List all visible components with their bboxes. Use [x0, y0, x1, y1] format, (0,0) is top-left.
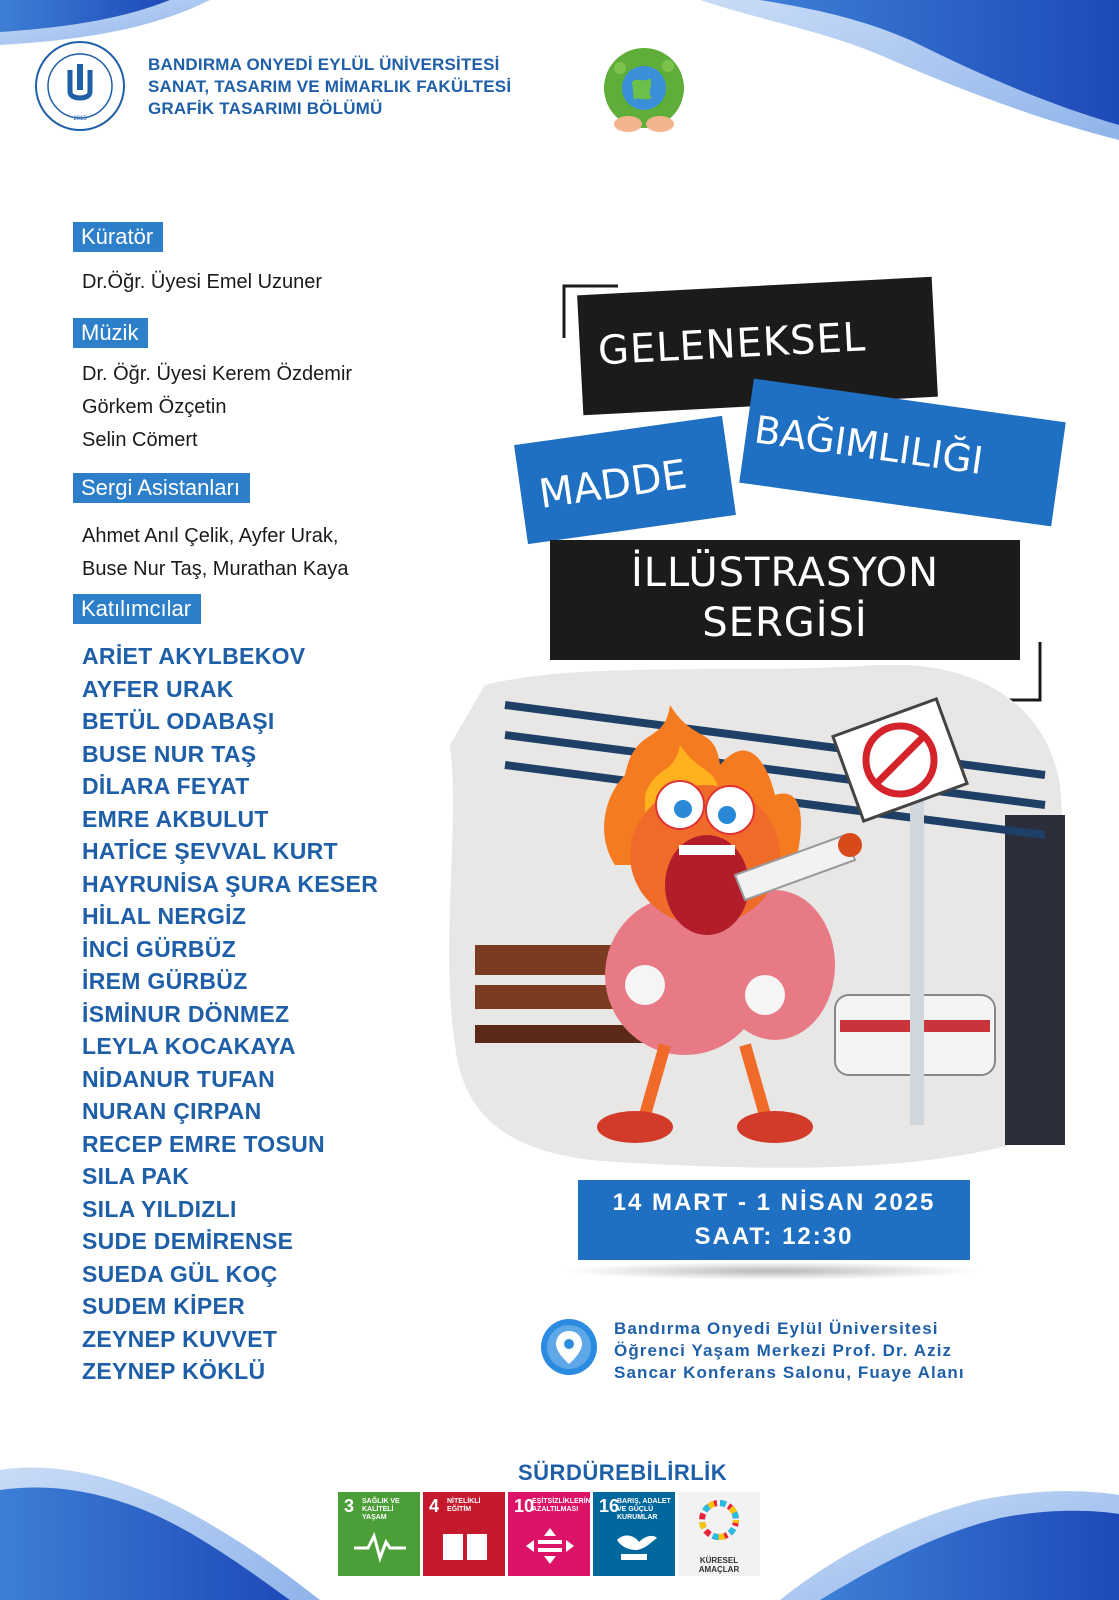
venue-address: [614, 1318, 965, 1384]
participant: ZEYNEP KÖKLÜ: [82, 1358, 266, 1384]
title-bagimliligi: BAĞIMLILIĞI: [751, 407, 986, 484]
curator-label: Küratör: [73, 222, 163, 252]
sdg-number: 4: [429, 1496, 440, 1516]
title-plate-madde: [514, 416, 736, 544]
sdg-tile-4: [423, 1492, 505, 1576]
participant: SILA PAK: [82, 1163, 190, 1189]
participant: BUSE NUR TAŞ: [82, 740, 257, 767]
location-pin-icon: [540, 1318, 598, 1376]
assistants-list: [82, 520, 348, 586]
participant: LEYLA KOCAKAYA: [82, 1033, 296, 1059]
music-list: [82, 358, 352, 457]
illustration-artwork: [445, 665, 1065, 1175]
sdg-tile-global-goals: [678, 1492, 760, 1576]
sdg-label: BARIŞ, ADALET VE GÜÇLÜ KURUMLAR: [617, 1498, 671, 1521]
sdg-tile-16: [593, 1492, 675, 1576]
title-madde: MADDE: [536, 451, 690, 518]
venue-line: Öğrenci Yaşam Merkezi Prof. Dr. Aziz: [614, 1341, 953, 1360]
title-plate-bagimliligi: [739, 379, 1066, 527]
participant: İSMİNUR DÖNMEZ: [82, 1000, 290, 1027]
music-name: Dr. Öğr. Üyesi Kerem Özdemir: [82, 363, 353, 385]
participant: EMRE AKBULUT: [82, 805, 269, 832]
participant: BETÜL ODABAŞI: [82, 708, 275, 734]
sdg-label: SAĞLIK VE KALİTELİ YAŞAM: [362, 1498, 400, 1521]
logo-year: 2015: [73, 116, 87, 122]
sdg-label: EŞİTSİZLİKLERİN AZALTILMASI: [532, 1498, 591, 1513]
heartbeat-icon: [352, 1526, 408, 1566]
event-date-box: [578, 1180, 970, 1260]
sdg-tile-3: [338, 1492, 420, 1576]
global-goals-label: KÜRESEL AMAÇLAR: [698, 1556, 740, 1574]
sdg-number: 3: [344, 1496, 355, 1516]
university-name: [148, 54, 511, 120]
participant: DİLARA FEYAT: [82, 773, 250, 799]
participant: SUDE DEMİRENSE: [82, 1228, 294, 1254]
sdg-number: 10: [514, 1496, 535, 1516]
sustainability-club-logo: [592, 38, 696, 142]
title-illustrasyon: İLLÜSTRASYON: [630, 550, 940, 596]
participant: HAYRUNİSA ŞURA KESER: [82, 870, 379, 897]
participant: İREM GÜRBÜZ: [82, 968, 248, 994]
participant: NİDANUR TUFAN: [82, 1065, 275, 1092]
department-line: GRAFİK TASARIMI BÖLÜMÜ: [148, 99, 383, 118]
assistants-line: Buse Nur Taş, Murathan Kaya: [82, 558, 349, 580]
participant: SUDEM KİPER: [82, 1293, 246, 1319]
faculty-line: SANAT, TASARIM VE MİMARLIK FAKÜLTESİ: [148, 77, 512, 96]
event-time: SAAT: 12:30: [694, 1223, 854, 1250]
participant: ZEYNEP KUVVET: [82, 1325, 278, 1352]
curator-name: Dr.Öğr. Üyesi Emel Uzuner: [82, 271, 323, 293]
corner-bracket-decoration: [560, 280, 620, 340]
equality-icon: [522, 1526, 578, 1566]
assistants-line: Ahmet Anıl Çelik, Ayfer Urak,: [82, 525, 339, 547]
participant: AYFER URAK: [82, 675, 234, 702]
title-sergisi: SERGİSİ: [702, 600, 868, 646]
participant: SILA YILDIZLI: [82, 1195, 237, 1222]
participant: İNCİ GÜRBÜZ: [82, 935, 237, 962]
participant: HATİCE ŞEVVAL KURT: [82, 838, 338, 864]
venue-line: Sancar Konferans Salonu, Fuaye Alanı: [614, 1363, 965, 1382]
participant: NURAN ÇIRPAN: [82, 1098, 262, 1124]
music-label: Müzik: [73, 318, 148, 348]
participant: ARİET AKYLBEKOV: [82, 643, 306, 669]
assistants-label: Sergi Asistanları: [73, 473, 250, 503]
dove-gavel-icon: [607, 1526, 663, 1566]
date-box-shadow: [562, 1262, 982, 1280]
sdg-number: 16: [599, 1496, 620, 1516]
university-line: BANDIRMA ONYEDİ EYLÜL ÜNİVERSİTESİ: [148, 55, 500, 74]
book-icon: [437, 1526, 493, 1566]
venue-line: Bandırma Onyedi Eylül Üniversitesi: [614, 1319, 939, 1338]
sustainability-title: SÜRDÜREBİLİRLİK: [518, 1460, 728, 1485]
sdg-tile-10: [508, 1492, 590, 1576]
participant: RECEP EMRE TOSUN: [82, 1130, 325, 1157]
music-name: Görkem Özçetin: [82, 396, 227, 418]
title-geleneksel: GELENEKSEL: [596, 314, 868, 375]
participant: HİLAL NERGİZ: [82, 903, 247, 929]
event-dates: 14 MART - 1 NİSAN 2025: [612, 1189, 936, 1216]
participant: SUEDA GÜL KOÇ: [82, 1260, 278, 1287]
participants-label: Katılımcılar: [73, 594, 201, 624]
participants-list: [82, 640, 378, 1388]
sdg-wheel-icon: [691, 1500, 747, 1540]
music-name: Selin Cömert: [82, 429, 198, 451]
sdg-label: NİTELİKLİ EĞİTİM: [447, 1498, 481, 1513]
university-logo: [34, 40, 126, 132]
title-plate-bottom: [550, 540, 1020, 660]
